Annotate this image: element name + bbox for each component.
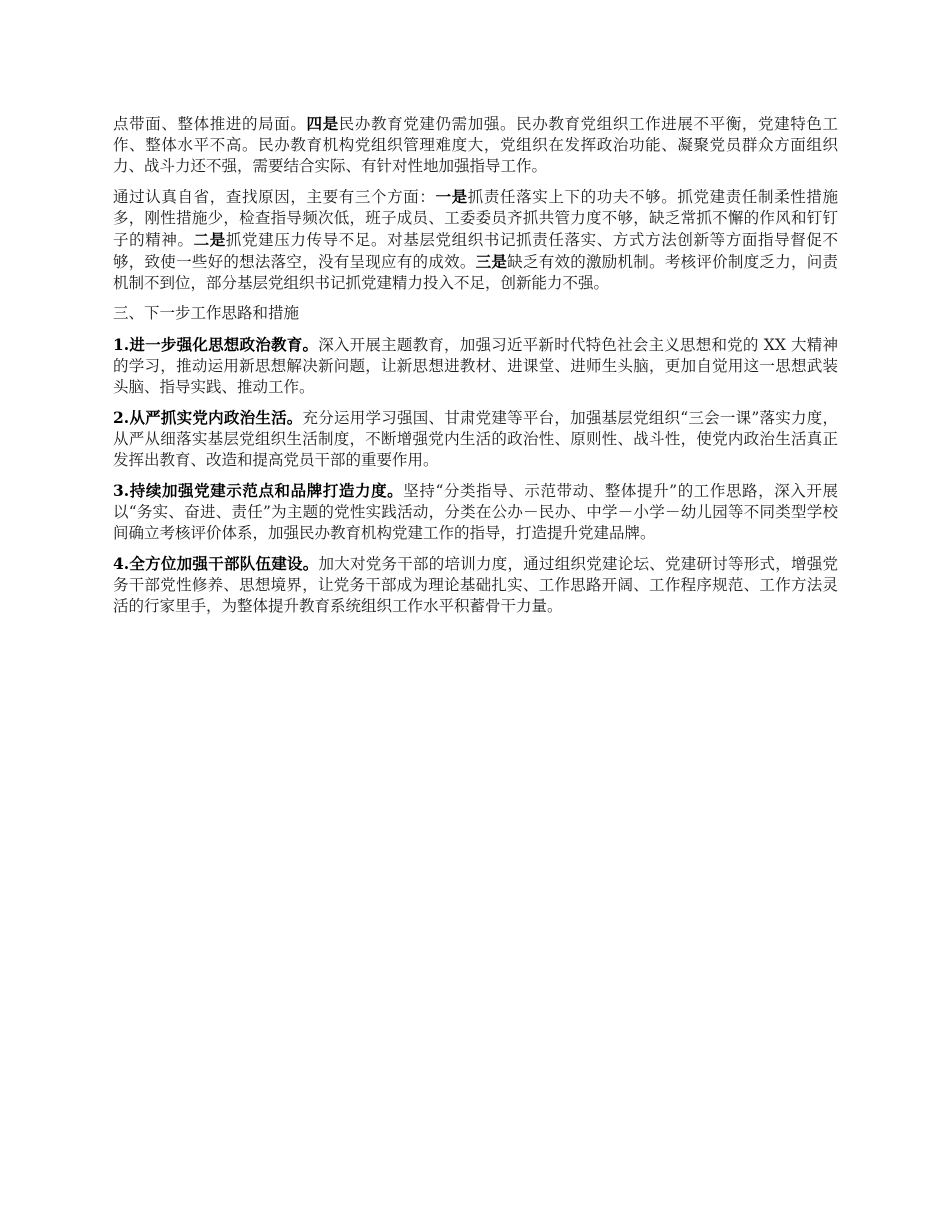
measure-title: 3.持续加强党建示范点和品牌打造力度。 — [113, 481, 404, 500]
paragraph-text: 缺乏有效的激励机制。考核评价制度乏力，问责机制不到位，部分基层党组织书记抓党建精力投入不足，创新能力不强。 — [113, 253, 838, 292]
measure-text: 充分运用学习强国、甘肃党建等平台，加强基层党组织“三会一课”落实力度，从严从细落实基层党组织生活制度，不断增强党内生活的政治性、原则性、战斗性，使党内政治生活真正发挥出教育、改造和提高党员干部的重要作用。 — [113, 409, 838, 469]
measure-text: 坚持“分类指导、示范带动、整体提升”的工作思路，深入开展以“务实、奋进、责任”为主题的党性实践活动，分类在公办－民办、中学－小学－幼儿园等不同类型学校间确立考核评价体系，加强民办教育机构党建工作的指导，打造提升党建品牌。 — [113, 482, 838, 542]
paragraph-private-education — [113, 113, 838, 177]
measure-title: 4.全方位加强干部队伍建设。 — [113, 554, 319, 573]
emphasis-fourth: 四是 — [306, 114, 339, 133]
measure-text: 加大对党务干部的培训力度，通过组织党建论坛、党建研讨等形式，增强党务干部党性修养、思想境界，让党务干部成为理论基础扎实、工作思路开阔、工作程序规范、工作方法灵活的行家里手，为整体提升教育系统组织工作水平积蓄骨干力量。 — [113, 555, 838, 615]
measure-item-4 — [113, 553, 838, 617]
measure-item-3 — [113, 480, 838, 544]
paragraph-text: 民办教育党建仍需加强。民办教育党组织工作进展不平衡，党建特色工作、整体水平不高。民办教育机构党组织管理难度大，党组织在发挥政治功能、凝聚党员群众方面组织力、战斗力还不强，需要结合实际、有针对性地加强指导工作。 — [113, 115, 838, 175]
measure-item-1 — [113, 334, 838, 398]
paragraph-causes — [113, 186, 838, 294]
paragraph-text: 通过认真自省，查找原因，主要有三个方面： — [113, 188, 436, 206]
section-heading: 三、下一步工作思路和措施 — [113, 304, 300, 322]
document-page — [113, 113, 838, 626]
emphasis-third: 三是 — [475, 252, 508, 271]
paragraph-text: 点带面、整体推进的局面。 — [113, 115, 307, 133]
paragraph-text: 抓党建压力传导不足。对基层党组织书记抓责任落实、方式方法创新等方面指导督促不够，致使一些好的想法落空，没有呈现应有的成效。 — [113, 231, 838, 271]
measure-item-2 — [113, 407, 838, 471]
emphasis-first: 一是 — [435, 187, 468, 206]
paragraph-text: 抓责任落实上下的功夫不够。抓党建责任制柔性措施多，刚性措施少，检查指导频次低，班子成员、工委委员齐抓共管力度不够，缺乏常抓不懈的作风和钉钉子的精神。 — [113, 188, 838, 249]
measure-title: 2.从严抓实党内政治生活。 — [113, 408, 303, 427]
measure-text: 深入开展主题教育，加强习近平新时代特色社会主义思想和党的 XX 大精神的学习，推动运用新思想解决新问题，让新思想进教材、进课堂、进师生头脑，更加自觉用这一思想武装头脑、指导实践、推动工作。 — [113, 336, 838, 396]
emphasis-second: 二是 — [193, 230, 226, 249]
measure-title: 1.进一步强化思想政治教育。 — [113, 335, 319, 354]
